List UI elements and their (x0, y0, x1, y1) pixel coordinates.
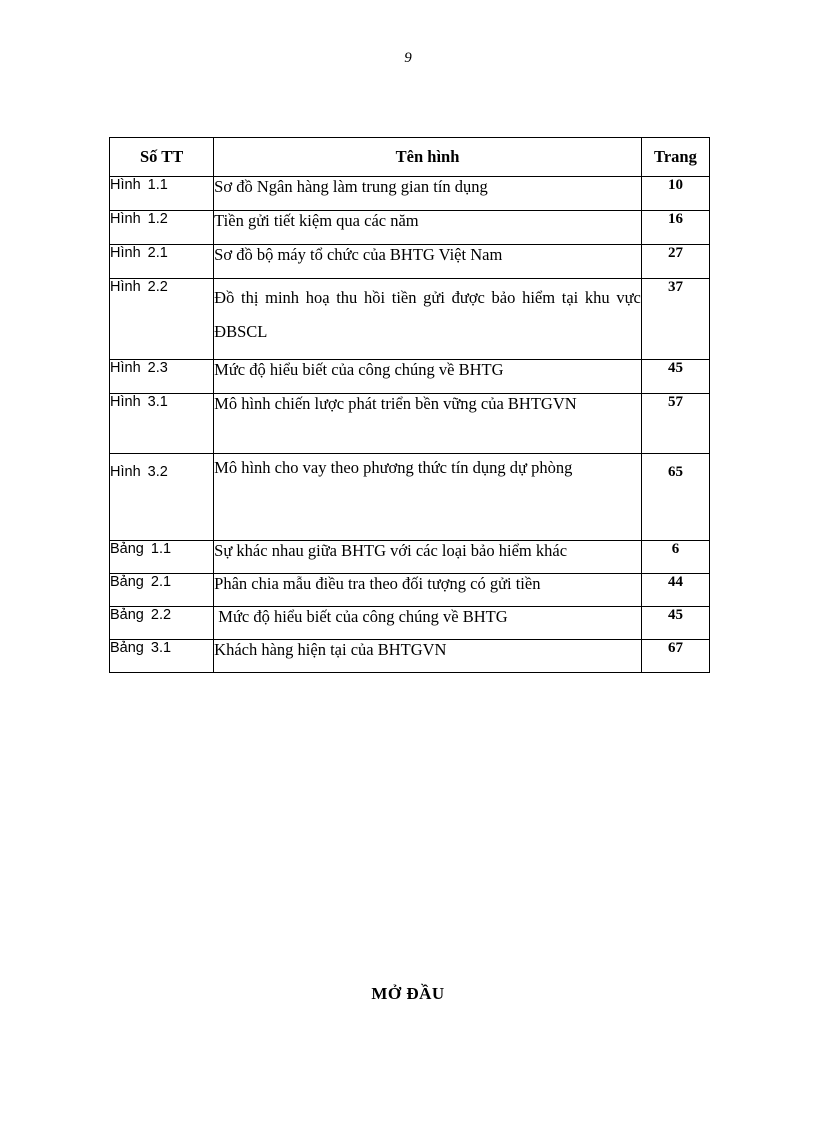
table-row (110, 541, 710, 574)
row-title: Mức độ hiểu biết của công chúng về BHTG (214, 360, 642, 394)
row-title: Mô hình cho vay theo phương thức tín dụng dự phòng (214, 454, 642, 541)
row-page: 57 (641, 394, 709, 454)
table-row (110, 245, 710, 279)
table-row (110, 360, 710, 394)
table-row (110, 574, 710, 607)
row-title: Đồ thị minh hoạ thu hồi tiền gửi được bảo hiểm tại khu vực ĐBSCL (214, 279, 642, 360)
row-number: Hình 2.2 (110, 279, 214, 360)
row-page: 65 (641, 454, 709, 541)
table-row (110, 211, 710, 245)
row-page: 45 (641, 607, 709, 640)
header-name: Tên hình (214, 138, 642, 177)
row-title: Sự khác nhau giữa BHTG với các loại bảo hiểm khác (214, 541, 642, 574)
row-title: Phân chia mẫu điều tra theo đối tượng có gửi tiền (214, 574, 642, 607)
table-row (110, 394, 710, 454)
row-number: Hình 1.1 (110, 177, 214, 211)
figure-list-table (109, 137, 710, 673)
row-page: 44 (641, 574, 709, 607)
row-number: Hình 3.2 (110, 454, 214, 541)
table-row (110, 279, 710, 360)
table-row (110, 454, 710, 541)
table-header-row (110, 138, 710, 177)
row-title: Sơ đồ bộ máy tổ chức của BHTG Việt Nam (214, 245, 642, 279)
row-number: Bảng 2.1 (110, 574, 214, 607)
row-title: Mức độ hiểu biết của công chúng về BHTG (214, 607, 642, 640)
row-number: Hình 3.1 (110, 394, 214, 454)
row-number: Hình 2.3 (110, 360, 214, 394)
table-row (110, 177, 710, 211)
header-no: Số TT (110, 138, 214, 177)
row-title: Mô hình chiến lược phát triển bền vững của BHTGVN (214, 394, 642, 454)
row-page: 10 (641, 177, 709, 211)
row-page: 45 (641, 360, 709, 394)
row-number: Hình 2.1 (110, 245, 214, 279)
page-number: 9 (404, 50, 412, 66)
row-page: 27 (641, 245, 709, 279)
row-title: Tiền gửi tiết kiệm qua các năm (214, 211, 642, 245)
table-row (110, 607, 710, 640)
row-title: Khách hàng hiện tại của BHTGVN (214, 640, 642, 673)
row-page: 37 (641, 279, 709, 360)
row-number: Bảng 2.2 (110, 607, 214, 640)
section-heading: MỞ ĐẦU (371, 984, 445, 1003)
table-row (110, 640, 710, 673)
row-page: 6 (641, 541, 709, 574)
row-number: Bảng 3.1 (110, 640, 214, 673)
row-page: 67 (641, 640, 709, 673)
row-number: Bảng 1.1 (110, 541, 214, 574)
header-page: Trang (641, 138, 709, 177)
row-page: 16 (641, 211, 709, 245)
row-number: Hình 1.2 (110, 211, 214, 245)
row-title: Sơ đồ Ngân hàng làm trung gian tín dụng (214, 177, 642, 211)
